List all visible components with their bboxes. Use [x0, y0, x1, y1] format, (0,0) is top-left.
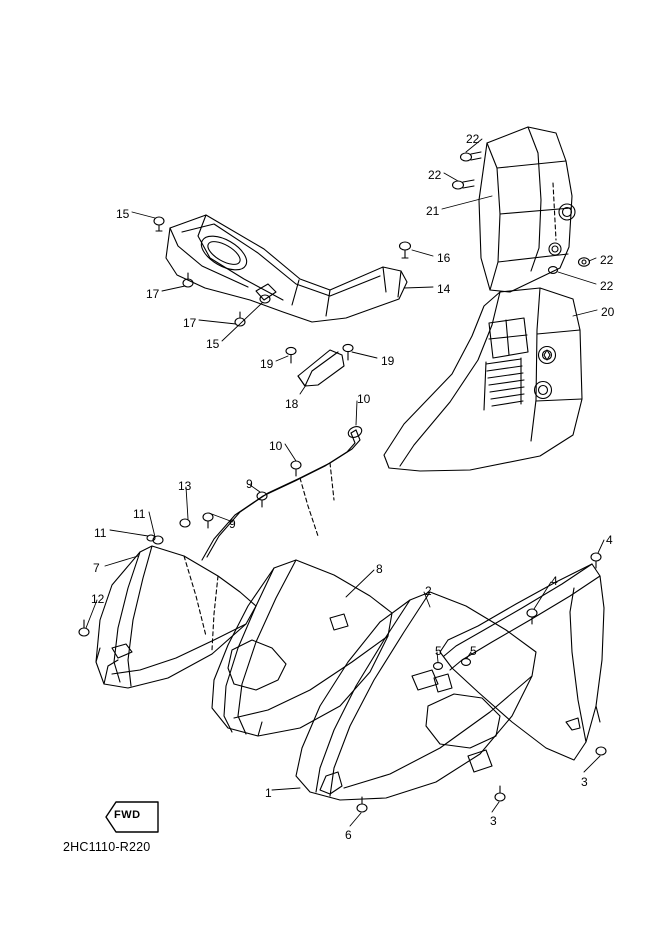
hidden-lines [184, 183, 556, 650]
part-14-rail [166, 215, 407, 322]
fastener-9-13-group [147, 461, 301, 544]
callout-2: 2 [425, 584, 432, 598]
callout-15: 15 [116, 207, 130, 221]
callout-15: 15 [206, 337, 220, 351]
leader-lines [86, 139, 604, 826]
callout-12: 12 [91, 592, 105, 606]
callout-4: 4 [551, 574, 558, 588]
fastener-4-5-3-group [357, 553, 606, 812]
part-code-label: 2HC1110-R220 [63, 840, 151, 854]
callout-22: 22 [600, 279, 614, 293]
callout-16: 16 [437, 251, 451, 265]
callout-20: 20 [601, 305, 615, 319]
callout-17: 17 [183, 316, 197, 330]
callout-7: 7 [93, 561, 100, 575]
callout-3: 3 [490, 814, 497, 828]
callout-3: 3 [581, 775, 588, 789]
callout-19: 19 [381, 354, 395, 368]
part-10-rod [202, 425, 363, 560]
part-4-cover [412, 564, 604, 760]
callout-22: 22 [600, 253, 614, 267]
callout-5: 5 [470, 644, 477, 658]
part-12-fastener [79, 620, 89, 636]
callout-9: 9 [229, 517, 236, 531]
callout-8: 8 [376, 562, 383, 576]
callout-11: 11 [94, 526, 107, 540]
callout-6: 6 [345, 828, 352, 842]
part-18-bracket [298, 350, 344, 386]
callout-5: 5 [435, 644, 442, 658]
part-20-cover [384, 288, 582, 471]
callout-14: 14 [437, 282, 451, 296]
callout-9: 9 [246, 477, 253, 491]
callout-11: 11 [133, 507, 146, 521]
callout-13: 13 [178, 479, 192, 493]
callout-10: 10 [357, 392, 371, 406]
callout-19: 19 [260, 357, 274, 371]
part-21-panel [479, 127, 575, 292]
callout-22: 22 [466, 132, 480, 146]
callout-22: 22 [428, 168, 442, 182]
callout-17: 17 [146, 287, 160, 301]
callout-1: 1 [265, 786, 272, 800]
callout-18: 18 [285, 397, 299, 411]
fwd-label-text: FWD [114, 809, 141, 821]
callout-10: 10 [269, 439, 283, 453]
part-8-cover [212, 560, 392, 736]
callout-21: 21 [426, 204, 440, 218]
callout-4: 4 [606, 533, 613, 547]
